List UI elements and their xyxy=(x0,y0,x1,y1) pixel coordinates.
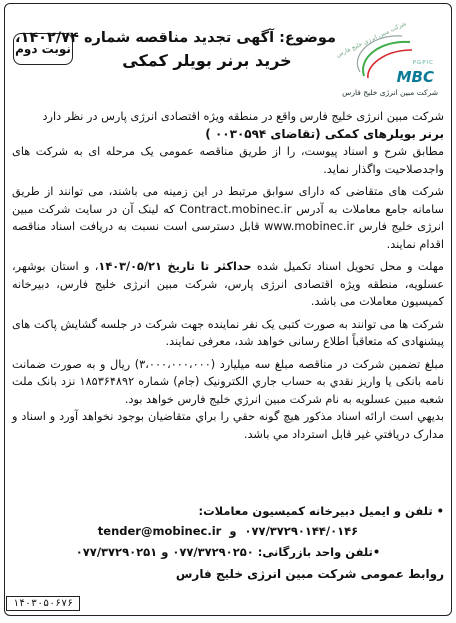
contacts-row xyxy=(12,521,444,541)
para2-text-c: قابل دسترسی است نسبت به دریافت اسناد مناقصه اقدام نمایند. xyxy=(12,220,444,251)
paragraph-4: شرکت ها می توانند به صورت کتبی یک نفر نماینده جهت شرکت در جلسه گشایش پاکت های پیشنهادی که متعاقباً اطلاع رسانی خواهد شد، معرفی نمایند. xyxy=(12,317,444,348)
paragraph-intro xyxy=(12,108,444,126)
badge-label: نوبت دوم xyxy=(15,42,71,56)
deadline-text: حداکثر تا تاریخ ۱۴۰۳/۰۵/۲۱ xyxy=(98,260,252,273)
paragraph-2 xyxy=(12,183,444,253)
para2-text-b: که لینک آن در سایت شرکت مبین انرژی خلیج فارس xyxy=(12,202,445,233)
paragraph-5: مبلغ تضمین شرکت در مناقصه مبلغ سه میلیارد (۳،۰۰۰،۰۰۰،۰۰۰) ریال و به صورت ضمانت نامه بانکی یا واریز نقدي به حساب جاري الکترونیک (جام) شماره ۱۸۵۳۶۴۸۹۲ نزد بانک ملت شعبه مبین عسلویه به نام شرکت مبین انرژي خلیج فارس خواهد بود. xyxy=(12,357,444,406)
para2-text-a: شرکت های متقاضی که دارای سوابق مرتبط در این زمینه می باشند، می توانند از طریق سامانه جامع معاملات به آدرس xyxy=(12,185,445,216)
secretariat-phone: ۰۷۷/۳۷۲۹۰۱۴۴/۰۱۴۶ xyxy=(244,524,359,538)
logo-brand: MBC xyxy=(396,68,434,86)
ad-code: ۱۴۰۳۰۵۰۶۷۶ xyxy=(6,596,80,611)
title-line-2: خرید برنر بویلر کمکی xyxy=(122,51,292,70)
header xyxy=(0,0,448,105)
paragraph-3 xyxy=(12,258,444,311)
title-line-1: موضوع: آگهی تجدید مناقصه شماره ۱۴۰۲/۷۴، xyxy=(14,30,336,46)
logo-arc-text: شرکت مبین انرژی خلیج فارس xyxy=(335,20,408,59)
para3-text-b: ، و استان بوشهر، عسلویه، منطقه ویژه اقتصادی انرژی پارس، شرکت مبین انرژی خلیج فارس، دبیرخانه کمیسیون معاملات می باشد. xyxy=(12,260,444,308)
contract-url-link[interactable]: Contract.mobinec.ir xyxy=(179,202,292,216)
announcement-body xyxy=(12,108,444,443)
paragraph-6: بدیهي است ارائه اسناد مذکور هیچ گونه حقي را براي متقاضیان بوجود نخواهد آورد و اسناد و مدارک دریافتي غیر قابل استرداد مي باشد. xyxy=(12,410,444,441)
public-relations-signature: روابط عمومی شرکت مبین انرژی خلیج فارس xyxy=(175,567,444,581)
contacts-conjunction: و xyxy=(229,524,237,538)
contacts-heading: • تلفن و ایمیل دبیرخانه کمیسیون معاملات: xyxy=(198,504,444,518)
paragraph-1: مطابق شرح و اسناد پیوست، را از طریق مناقصه عمومی یک مرحله ای به شرکت های واجدصلاحیت واگذار نماید. xyxy=(12,145,444,176)
para3-text-a: مهلت و محل تحویل اسناد تکمیل شده xyxy=(256,260,444,273)
company-logo xyxy=(335,20,438,100)
logo-pgpic: PGPIC xyxy=(412,60,434,66)
subject-line: برنر بویلرهای کمکی (تقاضای ۰۰۳۰۵۹۴ ) xyxy=(205,126,444,141)
tender-email-link[interactable]: tender@mobinec.ir xyxy=(97,524,222,538)
logo-company-name: شرکت مبین انرژی خلیج فارس xyxy=(342,88,438,97)
commercial-phone-row: •تلفن واحد بازرگانی: ۰۷۷/۳۷۲۹۰۲۵۰ و ۰۷۷/۳۷۲۹۰۲۵۱ xyxy=(75,545,381,559)
website-url-link[interactable]: www.mobinec.ir xyxy=(264,220,355,233)
contacts-block xyxy=(12,502,444,562)
intro-text: شرکت مبین انرژی خلیج فارس واقع در منطقه ویژه اقتصادی انرژی پارس در نظر دارد xyxy=(42,110,444,123)
